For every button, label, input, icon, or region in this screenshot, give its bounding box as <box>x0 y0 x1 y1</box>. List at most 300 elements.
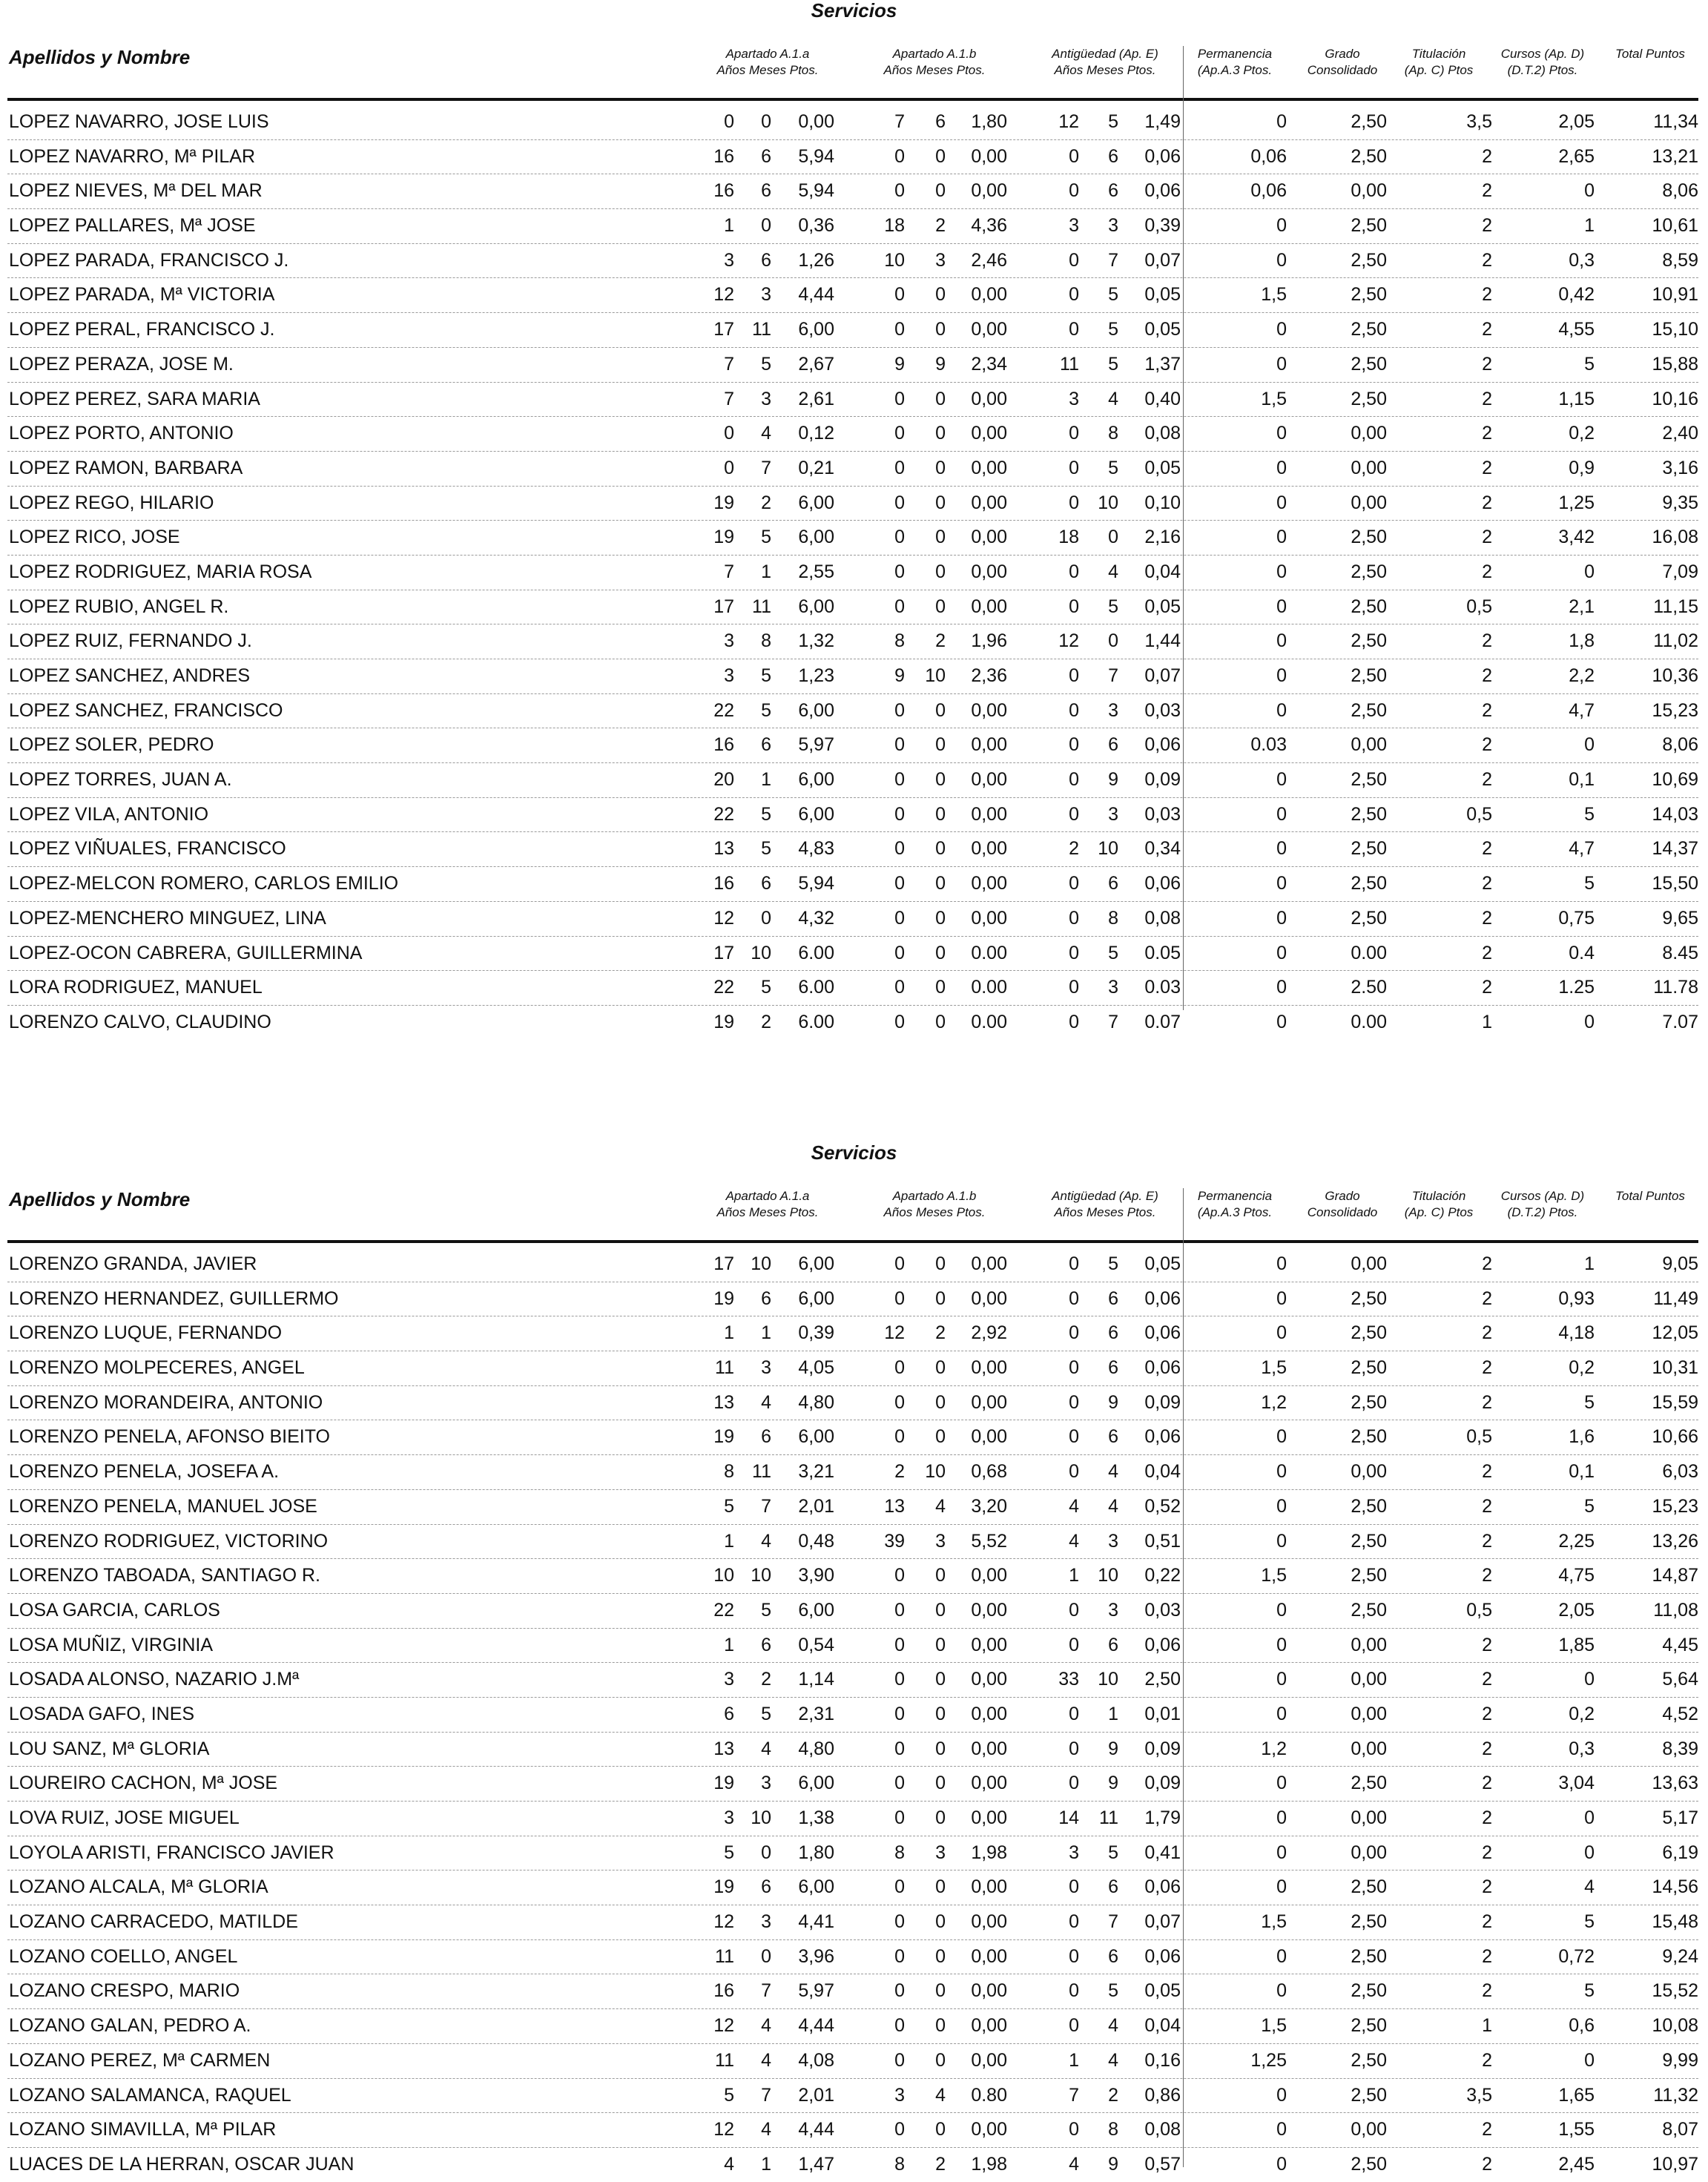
cell-a1b-months: 0 <box>935 2119 946 2140</box>
cell-grado: 2,50 <box>1351 769 1387 791</box>
table-row <box>0 277 1708 312</box>
cell-permanencia: 0,06 <box>1250 180 1287 202</box>
cell-antig-months: 7 <box>1108 665 1118 686</box>
cell-a1a-years: 3 <box>724 1807 734 1828</box>
cell-a1b-months: 0 <box>935 977 946 998</box>
cell-grado: 2,50 <box>1351 1599 1387 1621</box>
cell-a1b-months: 0 <box>935 907 946 929</box>
row-divider <box>7 693 1698 694</box>
cell-antig-months: 3 <box>1108 1530 1118 1552</box>
cell-permanencia: 0 <box>1276 215 1287 237</box>
cell-a1a-points: 1,26 <box>798 249 834 271</box>
cell-a1a-years: 19 <box>713 1773 734 1794</box>
cell-antig-points: 0,34 <box>1144 838 1181 860</box>
cell-antig-years: 0 <box>1069 1391 1079 1413</box>
cell-a1a-years: 12 <box>713 1911 734 1933</box>
cell-antig-years: 33 <box>1058 1669 1079 1690</box>
cell-antig-points: 0,07 <box>1144 249 1181 271</box>
cell-antig-points: 0,06 <box>1144 1426 1181 1448</box>
cell-antig-points: 0,06 <box>1144 1357 1181 1379</box>
cell-a1a-months: 3 <box>761 1773 771 1794</box>
cell-a1a-months: 2 <box>761 492 771 513</box>
cell-cursos: 0 <box>1584 1842 1595 1863</box>
cell-antig-months: 4 <box>1108 1495 1118 1517</box>
cell-a1a-years: 5 <box>724 1842 734 1863</box>
cell-a1a-years: 0 <box>724 457 734 478</box>
cell-a1b-years: 0 <box>894 180 905 202</box>
table-row <box>0 1351 1708 1385</box>
cell-grado: 0,00 <box>1351 1738 1387 1759</box>
column-header-permanencia-title: Permanencia <box>1197 1189 1273 1203</box>
cell-permanencia: 1,5 <box>1261 1565 1287 1586</box>
cell-cursos: 5 <box>1584 1495 1595 1517</box>
cell-grado: 2,50 <box>1351 561 1387 582</box>
cell-antig-months: 11 <box>1099 1807 1118 1828</box>
cell-a1a-years: 4 <box>724 2153 734 2175</box>
cell-antig-points: 0,06 <box>1144 1876 1181 1898</box>
cell-titulacion: 0,5 <box>1466 1599 1492 1621</box>
cell-grado: 0.00 <box>1351 1011 1387 1032</box>
cell-grado: 2,50 <box>1351 873 1387 894</box>
cell-antig-months: 2 <box>1108 2084 1118 2106</box>
cell-a1a-points: 6,00 <box>798 1426 834 1448</box>
cell-total: 16,08 <box>1652 527 1698 548</box>
cell-antig-points: 2,16 <box>1144 527 1181 548</box>
cell-name: LOSA GARCIA, CARLOS <box>9 1599 220 1621</box>
cell-antig-months: 9 <box>1108 1391 1118 1413</box>
cell-a1b-months: 0 <box>935 1876 946 1898</box>
cell-cursos: 5 <box>1584 803 1595 825</box>
table-row <box>0 866 1708 901</box>
cell-cursos: 0,1 <box>1569 1461 1595 1483</box>
cell-a1b-months: 0 <box>935 180 946 202</box>
cell-a1a-points: 5,94 <box>798 145 834 167</box>
row-divider <box>7 831 1698 832</box>
cell-antig-points: 0,22 <box>1144 1565 1181 1586</box>
cell-name: LOPEZ NAVARRO, JOSE LUIS <box>9 111 269 132</box>
cell-antig-years: 3 <box>1069 215 1079 237</box>
cell-permanencia: 0.03 <box>1250 734 1287 756</box>
cell-cursos: 3,42 <box>1558 527 1595 548</box>
cell-antig-points: 0,07 <box>1144 1911 1181 1933</box>
cell-antig-months: 3 <box>1108 977 1118 998</box>
cell-total: 10,91 <box>1652 284 1698 306</box>
table-row <box>0 762 1708 797</box>
cell-grado: 2,50 <box>1351 1773 1387 1794</box>
cell-total: 15,59 <box>1652 1391 1698 1413</box>
cell-titulacion: 2 <box>1482 561 1492 582</box>
cell-grado: 0,00 <box>1351 492 1387 513</box>
cell-total: 11.78 <box>1653 977 1698 998</box>
cell-antig-points: 0,40 <box>1144 388 1181 409</box>
cell-grado: 2,50 <box>1351 284 1387 306</box>
cell-a1a-years: 17 <box>713 1253 734 1274</box>
cell-a1a-months: 5 <box>761 1599 771 1621</box>
cell-antig-months: 6 <box>1108 1288 1118 1309</box>
cell-a1a-years: 12 <box>713 2119 734 2140</box>
cell-a1b-years: 0 <box>894 527 905 548</box>
cell-a1b-months: 0 <box>935 1980 946 2002</box>
cell-name: LOPEZ PERAL, FRANCISCO J. <box>9 319 275 340</box>
table-row <box>0 139 1708 174</box>
cell-a1b-years: 0 <box>894 319 905 340</box>
cell-antig-points: 0,08 <box>1144 2119 1181 2140</box>
cell-a1b-months: 0 <box>935 388 946 409</box>
cell-name: LOPEZ SOLER, PEDRO <box>9 734 214 756</box>
cell-name: LORENZO PENELA, MANUEL JOSE <box>9 1495 317 1517</box>
cell-antig-years: 1 <box>1069 2049 1079 2071</box>
cell-antig-months: 5 <box>1108 353 1118 375</box>
cell-a1b-points: 0,00 <box>971 699 1007 721</box>
cell-titulacion: 2 <box>1482 423 1492 444</box>
cell-total: 6,19 <box>1662 1842 1698 1863</box>
cell-titulacion: 2 <box>1482 180 1492 202</box>
cell-cursos: 4,7 <box>1569 838 1595 860</box>
cell-antig-points: 0,04 <box>1144 2015 1181 2037</box>
cell-total: 9,65 <box>1662 907 1698 929</box>
table-row <box>0 970 1708 1005</box>
cell-name: LOPEZ PALLARES, Mª JOSE <box>9 215 256 237</box>
cell-a1a-points: 1,14 <box>798 1669 834 1690</box>
cell-a1a-years: 11 <box>715 1357 734 1379</box>
cell-antig-years: 7 <box>1069 2084 1079 2106</box>
cell-cursos: 0 <box>1584 1669 1595 1690</box>
table-row <box>0 1732 1708 1767</box>
cell-a1a-points: 4,80 <box>798 1738 834 1759</box>
cell-a1a-points: 6,00 <box>798 1253 834 1274</box>
column-header-permanencia <box>1187 1188 1283 1221</box>
cell-a1a-points: 3,90 <box>798 1565 834 1586</box>
cell-titulacion: 2 <box>1482 630 1492 652</box>
cell-a1a-points: 5,94 <box>798 873 834 894</box>
cell-titulacion: 2 <box>1482 873 1492 894</box>
cell-grado: 0,00 <box>1351 1669 1387 1690</box>
row-divider <box>7 277 1698 278</box>
cell-grado: 0.00 <box>1351 942 1387 963</box>
cell-permanencia: 0 <box>1276 1461 1287 1483</box>
column-header-permanencia-sub: (Ap.A.3 Ptos. <box>1197 63 1273 77</box>
cell-antig-months: 6 <box>1108 1876 1118 1898</box>
cell-total: 14,87 <box>1652 1565 1698 1586</box>
cell-a1a-months: 6 <box>761 1288 771 1309</box>
cell-cursos: 0.4 <box>1569 942 1595 963</box>
cell-grado: 2,50 <box>1351 2049 1387 2071</box>
cell-cursos: 0 <box>1584 180 1595 202</box>
column-header-a1a-title: Apartado A.1.a <box>725 47 810 61</box>
row-divider <box>7 2043 1698 2044</box>
cell-titulacion: 2 <box>1482 1807 1492 1828</box>
cell-name: LORA RODRIGUEZ, MANUEL <box>9 977 263 998</box>
cell-a1a-points: 0,12 <box>798 423 834 444</box>
cell-total: 14,56 <box>1652 1876 1698 1898</box>
cell-antig-months: 5 <box>1108 111 1118 132</box>
cell-permanencia: 0 <box>1276 1011 1287 1032</box>
cell-a1a-years: 22 <box>713 977 734 998</box>
row-divider <box>7 2112 1698 2113</box>
cell-permanencia: 0 <box>1276 838 1287 860</box>
cell-a1b-years: 0 <box>894 1876 905 1898</box>
cell-grado: 0,00 <box>1351 1461 1387 1483</box>
cell-a1b-points: 0,00 <box>971 145 1007 167</box>
cell-a1b-years: 2 <box>894 1461 905 1483</box>
cell-antig-years: 0 <box>1069 284 1079 306</box>
cell-antig-months: 4 <box>1108 1461 1118 1483</box>
cell-antig-points: 0,09 <box>1144 1738 1181 1759</box>
cell-antig-points: 2,50 <box>1144 1669 1181 1690</box>
cell-cursos: 2,05 <box>1558 111 1595 132</box>
column-header-permanencia-title: Permanencia <box>1197 47 1273 61</box>
table-row <box>0 728 1708 762</box>
table-row <box>0 624 1708 659</box>
cell-a1a-years: 12 <box>713 907 734 929</box>
cell-titulacion: 2 <box>1482 734 1492 756</box>
cell-a1a-months: 10 <box>751 1565 771 1586</box>
cell-a1b-points: 1,80 <box>971 111 1007 132</box>
cell-a1b-points: 0,00 <box>971 1669 1007 1690</box>
cell-antig-years: 12 <box>1058 111 1079 132</box>
cell-a1b-months: 4 <box>935 1495 946 1517</box>
cell-antig-points: 0,05 <box>1144 1253 1181 1274</box>
cell-name: LOSADA GAFO, INES <box>9 1703 195 1724</box>
cell-a1b-months: 0 <box>935 1253 946 1274</box>
cell-name: LOPEZ SANCHEZ, FRANCISCO <box>9 699 283 721</box>
cell-total: 11,34 <box>1653 111 1698 132</box>
table-row <box>0 831 1708 866</box>
column-header-grado-sub: Consolidado <box>1307 1205 1378 1219</box>
cell-a1b-months: 9 <box>935 353 946 375</box>
column-header-titulacion <box>1394 1188 1483 1221</box>
table-row <box>0 1939 1708 1974</box>
cell-a1b-years: 13 <box>884 1495 905 1517</box>
cell-a1a-years: 13 <box>713 838 734 860</box>
cell-antig-years: 0 <box>1069 423 1079 444</box>
cell-a1a-months: 7 <box>761 1495 771 1517</box>
cell-a1b-months: 0 <box>935 2049 946 2071</box>
cell-a1b-years: 0 <box>894 1357 905 1379</box>
cell-total: 7.07 <box>1662 1011 1698 1032</box>
cell-antig-months: 8 <box>1108 2119 1118 2140</box>
cell-a1b-years: 0 <box>894 1599 905 1621</box>
cell-grado: 2,50 <box>1351 803 1387 825</box>
cell-name: LOZANO CRESPO, MARIO <box>9 1980 240 2002</box>
cell-total: 4,45 <box>1662 1634 1698 1655</box>
row-divider <box>7 1558 1698 1559</box>
cell-a1a-years: 19 <box>713 1011 734 1032</box>
cell-total: 10,16 <box>1652 388 1698 409</box>
cell-antig-years: 0 <box>1069 1945 1079 1967</box>
cell-a1a-years: 12 <box>713 284 734 306</box>
cell-a1a-months: 10 <box>751 942 771 963</box>
cell-a1b-points: 0,00 <box>971 734 1007 756</box>
cell-a1b-years: 8 <box>894 630 905 652</box>
cell-a1a-months: 10 <box>751 1807 771 1828</box>
cell-titulacion: 2 <box>1482 838 1492 860</box>
cell-a1b-points: 0.00 <box>971 942 1007 963</box>
cell-permanencia: 0 <box>1276 111 1287 132</box>
cell-a1b-months: 0 <box>935 699 946 721</box>
cell-a1b-months: 2 <box>935 630 946 652</box>
cell-antig-months: 4 <box>1108 561 1118 582</box>
cell-total: 10,31 <box>1652 1357 1698 1379</box>
cell-antig-points: 0,06 <box>1144 734 1181 756</box>
cell-a1a-points: 6,00 <box>798 769 834 791</box>
cell-a1a-points: 2,55 <box>798 561 834 582</box>
cell-titulacion: 2 <box>1482 907 1492 929</box>
cell-a1b-years: 0 <box>894 388 905 409</box>
cell-a1b-years: 0 <box>894 561 905 582</box>
table-row <box>0 1524 1708 1559</box>
cell-a1a-years: 11 <box>715 1945 734 1967</box>
cell-total: 10,08 <box>1652 2015 1698 2037</box>
cell-name: LOPEZ PARADA, Mª VICTORIA <box>9 284 275 306</box>
cell-antig-months: 8 <box>1108 423 1118 444</box>
cell-a1b-points: 0,00 <box>971 838 1007 860</box>
cell-permanencia: 0 <box>1276 353 1287 375</box>
cell-antig-years: 0 <box>1069 977 1079 998</box>
cell-cursos: 4,18 <box>1558 1322 1595 1344</box>
cell-name: LOPEZ PEREZ, SARA MARIA <box>9 388 260 409</box>
cell-a1a-months: 1 <box>761 769 771 791</box>
column-header-name: Apellidos y Nombre <box>9 1188 191 1210</box>
cell-total: 11,15 <box>1653 596 1698 617</box>
cell-a1a-months: 5 <box>761 977 771 998</box>
cell-permanencia: 0 <box>1276 423 1287 444</box>
cell-antig-years: 12 <box>1058 630 1079 652</box>
cell-cursos: 0,2 <box>1569 1703 1595 1724</box>
table-row <box>0 1801 1708 1836</box>
column-header-total <box>1602 46 1698 62</box>
cell-permanencia: 1,5 <box>1261 1911 1287 1933</box>
cell-a1b-months: 0 <box>935 769 946 791</box>
cell-antig-years: 0 <box>1069 873 1079 894</box>
cell-a1a-years: 19 <box>713 527 734 548</box>
cell-grado: 2,50 <box>1351 838 1387 860</box>
cell-antig-points: 0.07 <box>1144 1011 1181 1032</box>
cell-antig-months: 3 <box>1108 803 1118 825</box>
cell-permanencia: 0 <box>1276 1530 1287 1552</box>
cell-antig-points: 0,52 <box>1144 1495 1181 1517</box>
cell-titulacion: 1 <box>1482 2015 1492 2037</box>
cell-total: 8,06 <box>1662 734 1698 756</box>
cell-antig-points: 0,04 <box>1144 561 1181 582</box>
cell-antig-months: 6 <box>1108 1426 1118 1448</box>
cell-a1a-years: 0 <box>724 111 734 132</box>
cell-a1b-years: 0 <box>894 596 905 617</box>
cell-total: 11,32 <box>1653 2084 1698 2106</box>
cell-name: LOPEZ RUBIO, ANGEL R. <box>9 596 229 617</box>
cell-a1b-months: 0 <box>935 1426 946 1448</box>
cell-a1a-months: 3 <box>761 388 771 409</box>
cell-name: LORENZO MORANDEIRA, ANTONIO <box>9 1391 323 1413</box>
cell-titulacion: 2 <box>1482 1911 1492 1933</box>
cell-a1b-years: 0 <box>894 942 905 963</box>
cell-a1b-years: 0 <box>894 145 905 167</box>
cell-a1a-months: 4 <box>761 423 771 444</box>
row-divider <box>7 970 1698 971</box>
cell-titulacion: 2 <box>1482 1495 1492 1517</box>
cell-name: LOSA MUÑIZ, VIRGINIA <box>9 1634 214 1655</box>
cell-titulacion: 2 <box>1482 1461 1492 1483</box>
cell-permanencia: 0 <box>1276 665 1287 686</box>
cell-a1a-years: 8 <box>724 1461 734 1483</box>
cell-permanencia: 0 <box>1276 1773 1287 1794</box>
cell-a1b-months: 3 <box>935 1842 946 1863</box>
cell-permanencia: 0 <box>1276 1842 1287 1863</box>
cell-total: 15,48 <box>1652 1911 1698 1933</box>
cell-antig-years: 3 <box>1069 1842 1079 1863</box>
cell-a1a-years: 16 <box>713 1980 734 2002</box>
cell-name: LOPEZ RICO, JOSE <box>9 527 180 548</box>
table-row <box>0 208 1708 243</box>
cell-permanencia: 0 <box>1276 1322 1287 1344</box>
cell-antig-months: 7 <box>1108 1911 1118 1933</box>
cell-grado: 0,00 <box>1351 1253 1387 1274</box>
cell-a1a-years: 16 <box>713 180 734 202</box>
cell-a1b-months: 0 <box>935 942 946 963</box>
cell-name: LORENZO CALVO, CLAUDINO <box>9 1011 271 1032</box>
cell-antig-points: 1,49 <box>1144 111 1181 132</box>
cell-a1b-points: 0,00 <box>971 1565 1007 1586</box>
cell-a1b-months: 10 <box>925 665 946 686</box>
cell-name: LOZANO PEREZ, Mª CARMEN <box>9 2049 271 2071</box>
cell-grado: 2,50 <box>1351 1530 1387 1552</box>
cell-titulacion: 2 <box>1482 1876 1492 1898</box>
cell-a1b-years: 7 <box>894 111 905 132</box>
row-divider <box>7 520 1698 521</box>
cell-a1a-months: 2 <box>761 1669 771 1690</box>
cell-cursos: 1 <box>1584 215 1595 237</box>
cell-antig-years: 0 <box>1069 596 1079 617</box>
table-row <box>0 1974 1708 2008</box>
cell-antig-years: 0 <box>1069 1876 1079 1898</box>
cell-a1b-months: 0 <box>935 561 946 582</box>
row-divider <box>7 555 1698 556</box>
row-divider <box>7 1005 1698 1006</box>
cell-titulacion: 2 <box>1482 284 1492 306</box>
cell-cursos: 1 <box>1584 1253 1595 1274</box>
cell-name: LOU SANZ, Mª GLORIA <box>9 1738 210 1759</box>
cell-antig-points: 0,16 <box>1144 2049 1181 2071</box>
cell-antig-months: 3 <box>1108 699 1118 721</box>
cell-a1b-months: 0 <box>935 1011 946 1032</box>
cell-name: LOVA RUIZ, JOSE MIGUEL <box>9 1807 240 1828</box>
cell-antig-months: 6 <box>1108 873 1118 894</box>
cell-cursos: 2,05 <box>1558 1599 1595 1621</box>
cell-total: 14,37 <box>1652 838 1698 860</box>
cell-a1b-months: 0 <box>935 1565 946 1586</box>
cell-total: 15,23 <box>1652 699 1698 721</box>
cell-total: 15,10 <box>1652 319 1698 340</box>
cell-permanencia: 0 <box>1276 1634 1287 1655</box>
cell-name: LOPEZ-MELCON ROMERO, CARLOS EMILIO <box>9 873 399 894</box>
table-row <box>0 2147 1708 2182</box>
column-header-cursos <box>1491 1188 1595 1221</box>
cell-antig-years: 0 <box>1069 1980 1079 2002</box>
cell-name: LOPEZ REGO, HILARIO <box>9 492 214 513</box>
cell-antig-years: 0 <box>1069 249 1079 271</box>
cell-grado: 2,50 <box>1351 353 1387 375</box>
cell-antig-months: 6 <box>1108 1322 1118 1344</box>
cell-a1a-years: 17 <box>713 596 734 617</box>
cell-a1b-years: 0 <box>894 2119 905 2140</box>
cell-a1b-years: 0 <box>894 1634 905 1655</box>
row-divider <box>7 486 1698 487</box>
row-divider <box>7 762 1698 763</box>
cell-antig-years: 0 <box>1069 2119 1079 2140</box>
cell-a1a-points: 0,36 <box>798 215 834 237</box>
cell-a1a-points: 3,96 <box>798 1945 834 1967</box>
cell-a1a-months: 2 <box>761 1011 771 1032</box>
